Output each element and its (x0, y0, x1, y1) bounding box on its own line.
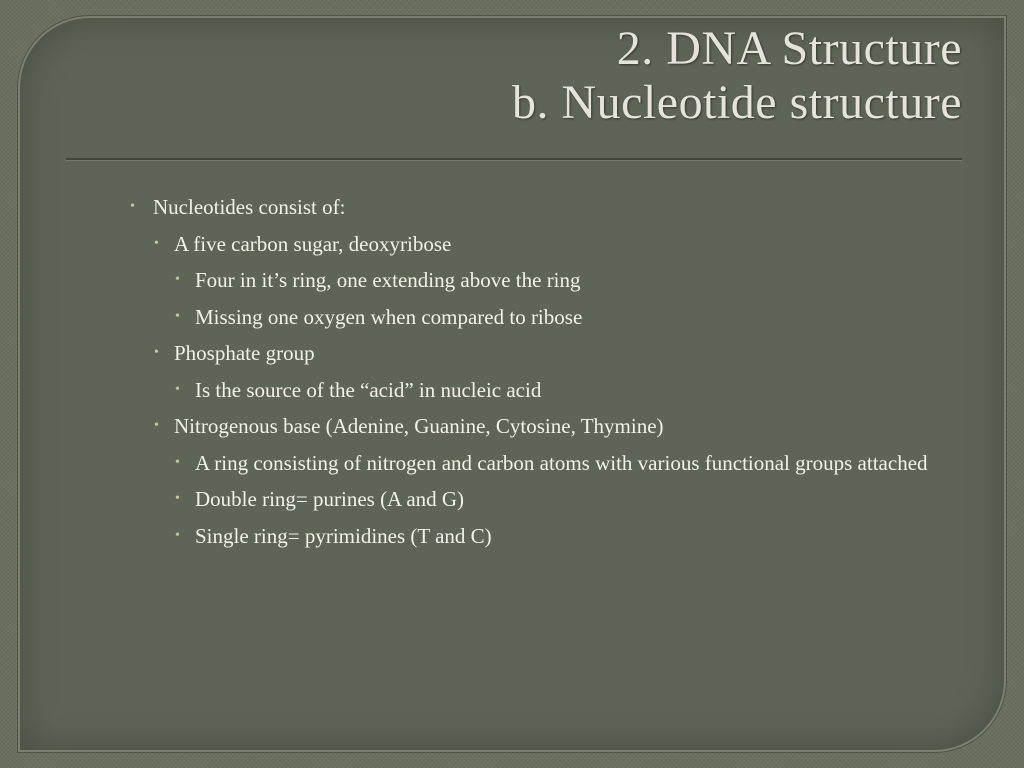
bullet-text: Double ring= purines (A and G) (195, 487, 465, 511)
bullet-text: A ring consisting of nitrogen and carbon atoms with various functional groups attached (195, 450, 928, 475)
bullet-text: Four in it’s ring, one extending above the ring (195, 268, 581, 292)
bullet-list (130, 192, 930, 557)
bullet-item (130, 302, 930, 332)
bullet-text: Nitrogenous base (Adenine, Guanine, Cytosine, Thymine) (174, 414, 664, 438)
bullet-icon: • (175, 527, 180, 543)
bullet-icon: • (175, 308, 180, 324)
bullet-item (130, 448, 930, 478)
bullet-item (130, 521, 930, 551)
bullet-text: Phosphate group (174, 341, 315, 365)
bullet-icon: • (154, 235, 159, 251)
title-line-2: b. Nucleotide structure (511, 76, 962, 129)
bullet-item (130, 192, 930, 222)
bullet-text: A five carbon sugar, deoxyribose (174, 231, 452, 256)
bullet-icon: • (175, 454, 180, 470)
bullet-item (130, 229, 930, 259)
bullet-text: Single ring= pyrimidines (T and C) (195, 523, 492, 548)
bullet-item (130, 411, 930, 441)
title-divider (66, 158, 962, 161)
bullet-text: Is the source of the “acid” in nucleic acid (195, 377, 542, 402)
bullet-item (130, 484, 930, 514)
bullet-item (130, 338, 930, 368)
bullet-item (130, 265, 930, 295)
bullet-icon: • (175, 272, 180, 287)
bullet-icon: • (175, 491, 180, 506)
bullet-item (130, 375, 930, 405)
bullet-icon: • (175, 381, 180, 397)
bullet-icon: • (154, 345, 159, 360)
slide-title (512, 22, 962, 130)
bullet-text: Missing one oxygen when compared to ribose (195, 304, 583, 329)
bullet-icon: • (130, 199, 135, 214)
title-line-1: 2. DNA Structure (616, 22, 962, 75)
bullet-icon: • (154, 418, 159, 433)
bullet-text: Nucleotides consist of: (153, 195, 346, 219)
